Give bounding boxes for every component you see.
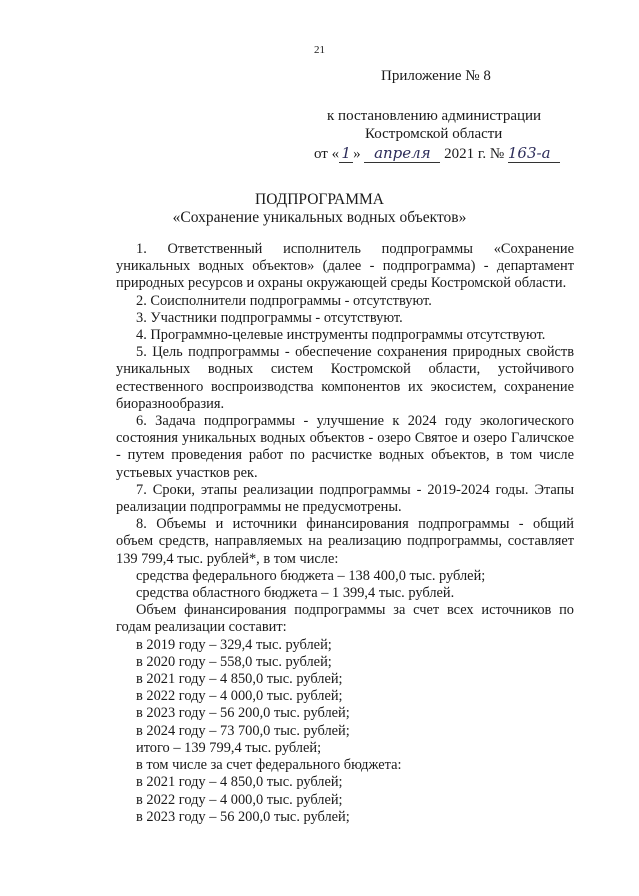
date-month-handwritten: апреля — [364, 144, 440, 163]
year-line: в 2022 году – 4 000,0 тыс. рублей; — [136, 688, 343, 705]
year-line: в 2023 году – 56 200,0 тыс. рублей; — [136, 705, 350, 722]
page-number: 21 — [314, 44, 325, 56]
total-line: итого – 139 799,4 тыс. рублей; — [136, 739, 322, 756]
document-body — [116, 241, 574, 826]
paragraph-5: 5. Цель подпрограммы - обеспечение сохранения природных свойств уникальных водных систем Костромской области, устойчивого естественного воспроизводства компонентов их экосистем, сохранение биоразнообразия. — [116, 344, 574, 412]
attachment-date-line — [314, 144, 560, 163]
paragraph-4: 4. Программно-целевые инструменты подпрограммы отсутствуют. — [136, 327, 546, 344]
year-line: в 2023 году – 56 200,0 тыс. рублей; — [136, 808, 350, 825]
paragraph-3: 3. Участники подпрограммы - отсутствуют. — [136, 309, 403, 326]
paragraph-6: 6. Задача подпрограммы - улучшение к 2024 году экологического состояния уникальных водных объектов - озеро Святое и озеро Галичское - путем проведения работ по расчистке водных объектов, в том числе устьевых участков рек. — [116, 413, 574, 481]
year-line: в 2020 году – 558,0 тыс. рублей; — [136, 653, 332, 670]
year-line: в 2024 году – 73 700,0 тыс. рублей; — [136, 722, 350, 739]
date-mid: » — [353, 146, 365, 162]
date-prefix: от « — [314, 146, 340, 162]
source-federal: средства федерального бюджета – 138 400,0 тыс. рублей; — [136, 567, 486, 584]
attachment-line-1: к постановлению администрации — [327, 108, 542, 124]
date-year: 2021 г. № — [440, 146, 508, 162]
by-years-intro: Объем финансирования подпрограммы за счет всех источников по годам реализации составит: — [116, 602, 574, 636]
paragraph-2: 2. Соисполнители подпрограммы - отсутствуют. — [136, 292, 432, 309]
year-line: в 2019 году – 329,4 тыс. рублей; — [136, 636, 332, 653]
year-line: в 2021 году – 4 850,0 тыс. рублей; — [136, 774, 343, 791]
attachment-title: Приложение № 8 — [381, 68, 491, 84]
source-regional: средства областного бюджета – 1 399,4 тыс. рублей. — [136, 585, 455, 602]
year-line: в 2022 году – 4 000,0 тыс. рублей; — [136, 791, 343, 808]
paragraph-1: 1. Ответственный исполнитель подпрограммы «Сохранение уникальных водных объектов» (далее - подпрограмма) - департамент природных ресурсов и охраны окружающей среды Костромской области. — [116, 241, 574, 292]
doc-number-handwritten: 163-а — [508, 144, 560, 163]
date-day-handwritten: 1 — [339, 144, 353, 163]
year-line: в 2021 году – 4 850,0 тыс. рублей; — [136, 671, 343, 688]
paragraph-8: 8. Объемы и источники финансирования подпрограммы - общий объем средств, направляемых на реализацию подпрограммы, составляет 139 799,4 тыс. рублей*, в том числе: — [116, 516, 574, 567]
subprogram-title: ПОДПРОГРАММА — [255, 191, 384, 208]
subprogram-subtitle: «Сохранение уникальных водных объектов» — [172, 209, 467, 226]
attachment-line-2: Костромской области — [365, 126, 503, 142]
paragraph-7: 7. Сроки, этапы реализации подпрограммы - 2019-2024 годы. Этапы реализации подпрограммы не предусмотрены. — [116, 481, 574, 516]
federal-heading-line: в том числе за счет федерального бюджета: — [136, 757, 402, 774]
